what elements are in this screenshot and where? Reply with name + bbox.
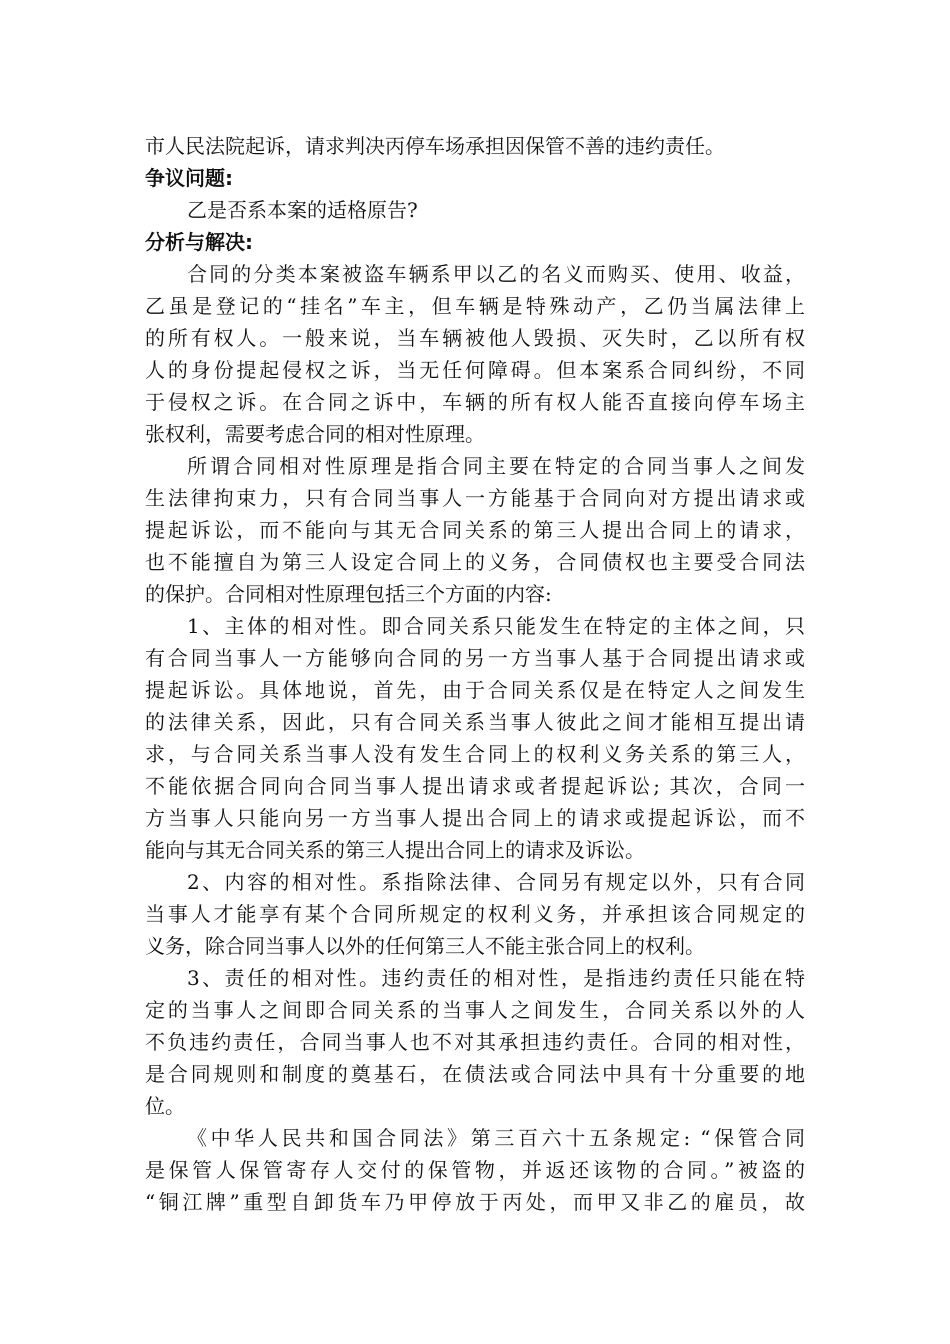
text-line: 生法律拘束力，只有合同当事人一方能基于合同向对方提出请求或: [145, 486, 805, 510]
paragraph-relativity-principle: [145, 450, 805, 610]
text-line: 合同的分类本案被盗车辆系甲以乙的名义而购买、使用、收益，: [187, 262, 805, 286]
text-line: 能向与其无合同关系的第三人提出合同上的请求及诉讼。: [145, 838, 645, 862]
text-line: 不负违约责任，合同当事人也不对其承担违约责任。合同的相对性，: [145, 1030, 805, 1054]
dispute-heading: 争议问题:: [145, 166, 233, 190]
text-line: 的法律关系，因此，只有合同关系当事人彼此之间才能相互提出请: [145, 710, 805, 734]
text-line: 2、内容的相对性。系指除法律、合同另有规定以外，只有合同: [187, 870, 805, 894]
text-line: 是保管人保管寄存人交付的保管物，并返还该物的合同。”被盗的: [145, 1158, 805, 1182]
text-line: 有合同当事人一方能够向合同的另一方当事人基于合同提出请求或: [145, 646, 805, 670]
dispute-question: 乙是否系本案的适格原告?: [187, 198, 418, 222]
text-line: 3、责任的相对性。违约责任的相对性，是指违约责任只能在特: [187, 966, 805, 990]
text-line: 的所有权人。一般来说，当车辆被他人毁损、灭失时，乙以所有权: [145, 326, 805, 350]
text-line: 不能依据合同向合同当事人提出请求或者提起诉讼; 其次，合同一: [145, 774, 805, 798]
text-line: 乙虽是登记的“挂名”车主，但车辆是特殊动产，乙仍当属法律上: [145, 294, 805, 318]
text-line: 位。: [145, 1094, 185, 1118]
text-line: 所谓合同相对性原理是指合同主要在特定的合同当事人之间发: [187, 454, 805, 478]
paragraph-contract-law-article: [145, 1122, 805, 1218]
text-line: 求，与合同关系当事人没有发生合同上的权利义务关系的第三人，: [145, 742, 805, 766]
text-line: 是合同规则和制度的奠基石，在债法或合同法中具有十分重要的地: [145, 1062, 805, 1086]
text-line: 人的身份提起侵权之诉，当无任何障碍。但本案系合同纠纷，不同: [145, 358, 805, 382]
text-line: 提起诉讼。具体地说，首先，由于合同关系仅是在特定人之间发生: [145, 678, 805, 702]
text-line: 当事人才能享有某个合同所规定的权利义务，并承担该合同规定的: [145, 902, 805, 926]
text-line: 《中华人民共和国合同法》第三百六十五条规定: “保管合同: [187, 1126, 805, 1150]
analysis-heading: 分析与解决:: [145, 230, 253, 254]
paragraph-classification: [145, 258, 805, 450]
text-line: 1、主体的相对性。即合同关系只能发生在特定的主体之间，只: [187, 614, 805, 638]
document-body: [145, 130, 805, 1218]
text-line: 的保护。合同相对性原理包括三个方面的内容:: [145, 582, 552, 606]
paragraph-subject-relativity: [145, 610, 805, 866]
text-line: 于侵权之诉。在合同之诉中，车辆的所有权人能否直接向停车场主: [145, 390, 805, 414]
text-line: 定的当事人之间即合同关系的当事人之间发生，合同关系以外的人: [145, 998, 805, 1022]
paragraph-content-relativity: [145, 866, 805, 962]
paragraph-liability-relativity: [145, 962, 805, 1122]
intro-line: 市人民法院起诉，请求判决丙停车场承担因保管不善的违约责任。: [145, 134, 725, 158]
text-line: “铜江牌”重型自卸货车乃甲停放于丙处，而甲又非乙的雇员，故: [145, 1190, 805, 1214]
text-line: 提起诉讼，而不能向与其无合同关系的第三人提出合同上的请求，: [145, 518, 805, 542]
text-line: 也不能擅自为第三人设定合同上的义务，合同债权也主要受合同法: [145, 550, 805, 574]
text-line: 张权利，需要考虑合同的相对性原理。: [145, 422, 485, 446]
text-line: 义务，除合同当事人以外的任何第三人不能主张合同上的权利。: [145, 934, 705, 958]
text-line: 方当事人只能向另一方当事人提出合同上的请求或提起诉讼，而不: [145, 806, 805, 830]
